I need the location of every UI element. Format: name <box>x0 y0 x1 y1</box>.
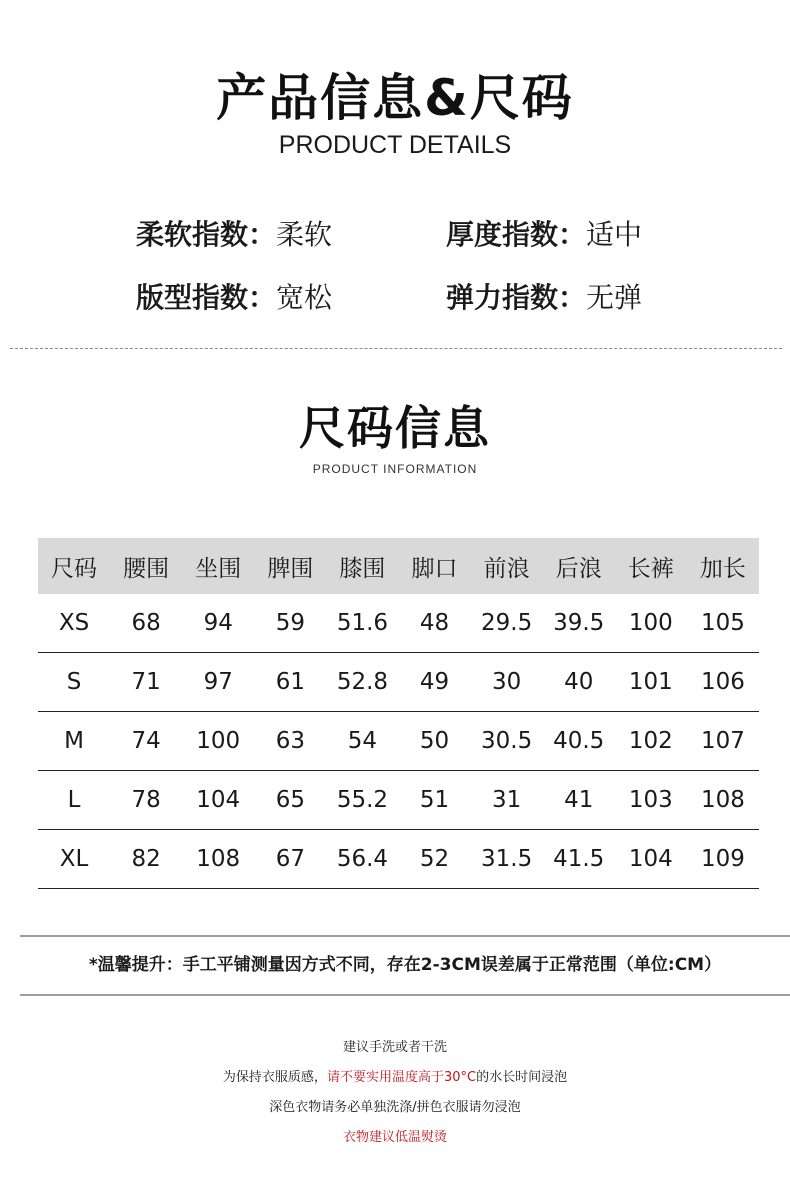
table-cell: 63 <box>275 728 305 754</box>
care-line-temperature-warning: 请不要实用温度高于30°C <box>326 1070 477 1085</box>
dashed-divider <box>10 348 782 349</box>
care-line-ironing: 衣物建议低温熨烫 <box>342 1130 447 1145</box>
table-cell: 109 <box>700 846 745 872</box>
care-line-wash: 建议手洗或者干洗 <box>342 1040 447 1055</box>
care-line-dark-colors: 深色衣物请务必单独洗涤/拼色衣服请勿浸泡 <box>269 1100 521 1115</box>
table-cell: 49 <box>419 669 450 695</box>
tip-bottom-rule <box>20 994 790 996</box>
table-cell: 100 <box>628 610 673 636</box>
header-cell-knee: 膝围 <box>339 555 386 582</box>
table-cell: 104 <box>196 787 241 813</box>
table-cell: 51.6 <box>336 610 389 636</box>
attr-softness-label: 柔软指数： <box>136 218 277 251</box>
table-cell: 65 <box>275 787 305 813</box>
attr-softness-value: 柔软 <box>276 218 333 251</box>
table-cell: 68 <box>131 610 161 636</box>
table-cell: 51 <box>419 787 450 813</box>
table-cell: 31.5 <box>481 846 533 872</box>
table-row <box>38 594 759 653</box>
attr-fit-label: 版型指数： <box>136 281 277 314</box>
size-section-title: 尺码信息 <box>299 401 491 455</box>
table-row <box>38 771 759 830</box>
table-cell: 74 <box>131 728 161 754</box>
care-line-temperature-post: 的水长时间浸泡 <box>476 1070 568 1085</box>
table-cell: 29.5 <box>481 610 533 636</box>
table-cell: 97 <box>203 669 233 695</box>
care-line-temperature-pre: 为保持衣服质感， <box>222 1070 327 1085</box>
table-cell: 30.5 <box>481 728 533 754</box>
table-cell: 105 <box>700 610 745 636</box>
attr-fit <box>136 276 332 316</box>
table-cell: 48 <box>419 610 450 636</box>
attr-elasticity <box>446 276 642 316</box>
care-line-temperature <box>0 1066 790 1085</box>
table-cell: M <box>64 728 84 754</box>
header-cell-thigh: 脾围 <box>267 555 314 582</box>
header-cell-waist: 腰围 <box>123 555 170 582</box>
table-cell: 41.5 <box>553 846 605 872</box>
size-section-subtitle: PRODUCT INFORMATION <box>312 462 478 476</box>
attr-softness <box>136 213 332 253</box>
attr-thickness-value: 适中 <box>586 218 643 251</box>
table-cell: 50 <box>419 728 450 754</box>
tip-top-rule <box>20 935 790 937</box>
table-cell: XS <box>58 610 90 636</box>
table-cell: 40 <box>564 669 594 695</box>
table-cell: 100 <box>196 728 241 754</box>
page-title: 产品信息&尺码 <box>216 69 574 127</box>
table-cell: 30 <box>491 669 522 695</box>
table-row <box>38 712 759 771</box>
table-cell: 52 <box>419 846 450 872</box>
table-cell: 71 <box>131 669 161 695</box>
table-cell: XL <box>59 846 89 872</box>
table-cell: 102 <box>628 728 673 754</box>
table-cell: 101 <box>628 669 673 695</box>
table-cell: 103 <box>628 787 673 813</box>
table-cell: 94 <box>203 610 233 636</box>
table-row <box>38 830 759 889</box>
table-cell: 39.5 <box>553 610 605 636</box>
header-cell-extra-length: 加长 <box>699 555 746 582</box>
table-cell: 67 <box>275 846 305 872</box>
table-cell: 78 <box>131 787 161 813</box>
attr-thickness-label: 厚度指数： <box>446 218 587 251</box>
page-subtitle: PRODUCT DETAILS <box>278 131 512 159</box>
header-cell-hip: 坐围 <box>195 555 242 582</box>
header-cell-size: 尺码 <box>51 555 98 582</box>
header-cell-back-rise: 后浪 <box>555 555 602 582</box>
header-cell-length: 长裤 <box>627 555 674 582</box>
size-table <box>38 538 759 889</box>
table-cell: 108 <box>196 846 241 872</box>
table-cell: 107 <box>700 728 745 754</box>
table-cell: 31 <box>491 787 522 813</box>
header-cell-front-rise: 前浪 <box>483 555 530 582</box>
table-cell: 54 <box>347 728 378 754</box>
table-cell: 61 <box>275 669 305 695</box>
table-cell: 55.2 <box>336 787 389 813</box>
table-row <box>38 653 759 712</box>
attr-thickness <box>446 213 642 253</box>
table-cell: 56.4 <box>336 846 389 872</box>
table-cell: S <box>66 669 82 695</box>
table-cell: L <box>67 787 81 813</box>
table-cell: 108 <box>700 787 745 813</box>
table-cell: 52.8 <box>336 669 389 695</box>
attr-fit-value: 宽松 <box>276 281 333 314</box>
table-cell: 104 <box>628 846 673 872</box>
table-cell: 106 <box>700 669 745 695</box>
measurement-tip: *温馨提升：手工平铺测量因方式不同，存在2-3CM误差属于正常范围（单位:CM） <box>88 955 722 975</box>
size-table-header <box>38 538 759 594</box>
attr-elasticity-label: 弹力指数： <box>446 281 587 314</box>
table-cell: 40.5 <box>553 728 605 754</box>
table-cell: 41 <box>564 787 594 813</box>
attr-elasticity-value: 无弹 <box>586 281 643 314</box>
table-cell: 82 <box>131 846 161 872</box>
table-cell: 59 <box>275 610 305 636</box>
header-cell-leg-opening: 脚口 <box>411 555 458 582</box>
